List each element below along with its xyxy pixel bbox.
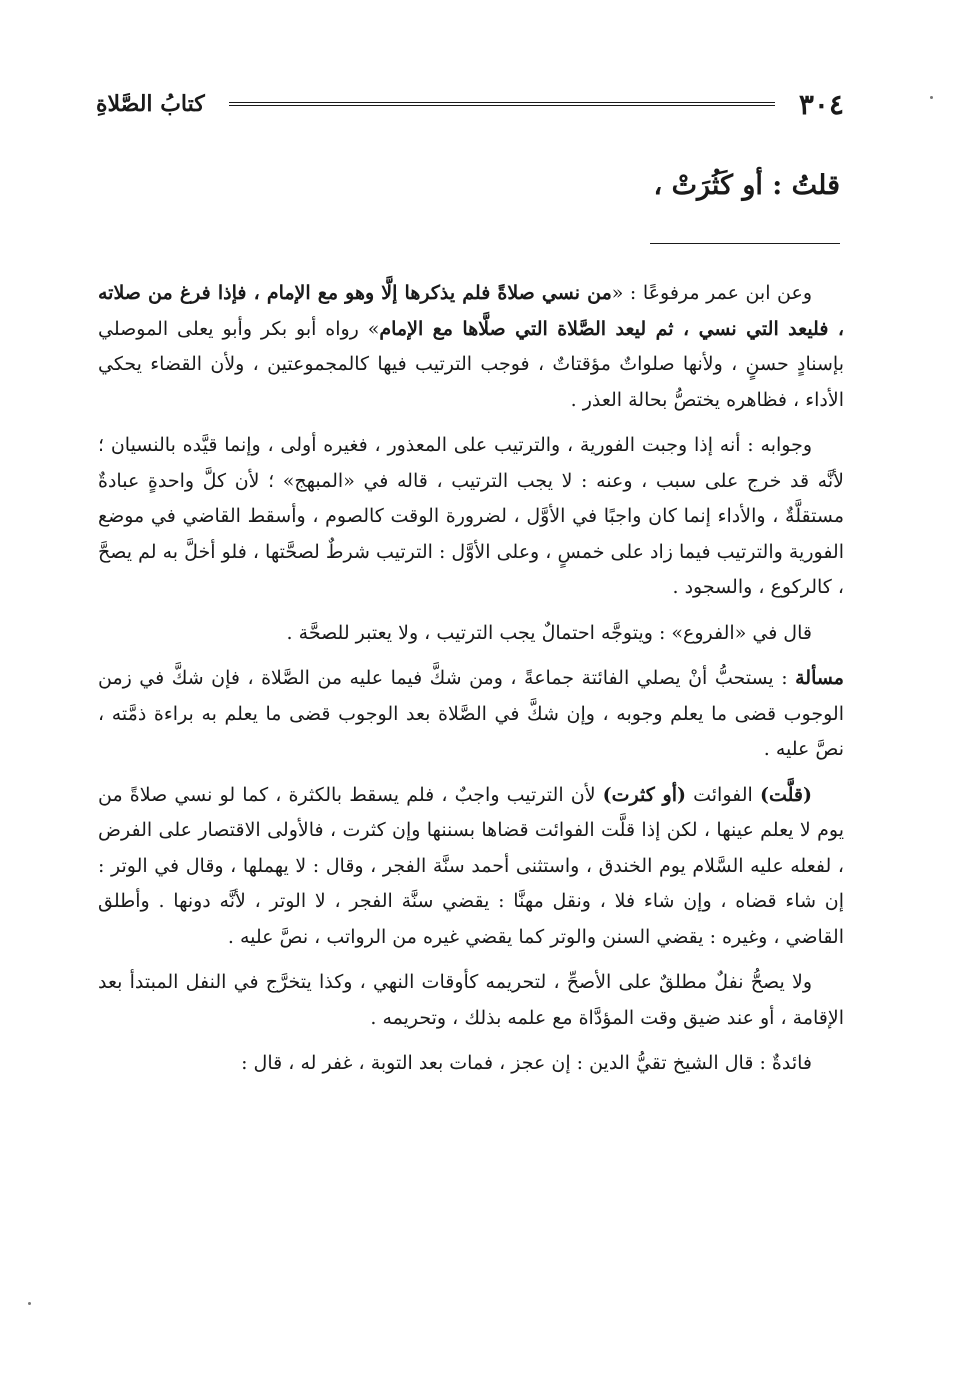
text-span: فائدةٌ : قال الشيخ تقيُّ الدين : إن عجز ، فمات بعد التوبة ، غفر له ، قال : [241, 1052, 812, 1074]
scan-speck [930, 96, 933, 99]
text-span: : يستحبُّ أنْ يصلي الفائتة جماعةً ، ومن شكَّ فيما عليه من الصَّلاة ، فإن شكَّ في زمن الوجوب قضى ما يعلم وجوبه ، وإن شكَّ في الصَّلاة بعد الوجوب قضى ما يعلم به براءة ذمَّته ، نصَّ عليه . [98, 667, 844, 760]
text-span: لأن الترتيب واجبٌ ، فلم يسقط بالكثرة ، كما لو نسي صلاةً من يوم لا يعلم عينها ، لكن إذا قلَّت الفوائت قضاها بسننها وإن كثرت ، فالأولى الاقتصار على الفرض ، لفعله عليه السَّلام يوم الخندق ، واستثنى أحمد سنَّة الفجر ، وقال : لا يهملها ، وقال في الوتر : إن شاء قضاه ، وإن شاء فلا ، ونقل مهنَّا : يقضي سنَّة الفجر ، لا الوتر ، لأنَّه دونها . وأطلق القاضي ، وغيره : يقضي السنن والوتر كما يقضي غيره من الرواتب ، نصَّ عليه . [98, 783, 844, 948]
scan-speck [28, 1302, 31, 1305]
page-number: ٣٠٤ [798, 87, 844, 121]
commentary-body [98, 276, 844, 1092]
bold-text-span: من نسي صلاةً فلم يذكرها إلَّا وهو مع الإمام ، فإذا فرغ من صلاته ، فليعد التي نسي ، ثم ليعد الصَّلاة التي صلَّاها مع الإمام [98, 282, 845, 340]
paragraph [98, 965, 844, 1036]
text-span: الفوائت [685, 783, 760, 806]
text-span: قال في «الفروع» : ويتوجَّه احتمالٌ يجب الترتيب ، ولا يعتبر للصحَّة . [286, 621, 812, 644]
page-header [96, 84, 844, 124]
text-span: وجوابه : أنه إذا وجبت الفورية ، والترتيب على المعذور ، فغيره أولى ، وإنما قيَّده بالنسيان ؛ لأنَّه قد خرج على سبب ، وعنه : لا يجب الترتيب ، قاله في «المبهج» ؛ لأن كلَّ واحدةٍ عبادةٌ مستقلَّةٌ ، والأداء إنما كان واجبًا في الأوَّل ، لضرورة الوقت كالصوم ، وأسقط القاضي في موضع الفورية والترتيب فيما زاد على خمسٍ ، وعلى الأوَّل : الترتيب شرطٌ لصحَّتها ، فلو أخلَّ به لم يصحَّ ، كالركوع ، والسجود . [98, 434, 844, 598]
bold-text-span: (قلَّت) [759, 783, 812, 806]
text-span: ولا يصحُّ نفلٌ مطلقٌ على الأصحِّ ، لتحريمه كأوقات النهي ، وكذا يتخرَّج في النفل المبتدأ بعد الإقامة ، أو عند ضيق وقت المؤدَّاة مع علمه بذلك ، وتحريمه . [98, 971, 844, 1029]
paragraph [98, 1046, 844, 1082]
matn-text: قلتُ : أو كَثُرَتْ ، [653, 170, 840, 201]
text-span: » رواه أبو بكر وأبو يعلى الموصلي بإسنادٍ حسنٍ ، ولأنها صلواتٌ مؤقتاتٌ ، فوجب الترتيب فيها كالمجموعتين ، ولأن القضاء يحكي الأداء ، فظاهره يختصُّ بحالة العذر . [98, 317, 844, 411]
bold-text-span: مسألة [795, 667, 844, 689]
paragraph [98, 616, 844, 652]
paragraph [98, 428, 844, 606]
matn-separator-rule [650, 243, 840, 244]
bold-text-span: (أو كثرت) [602, 783, 686, 806]
text-span: وعن ابن عمر مرفوعًا : « [611, 282, 812, 304]
paragraph [98, 661, 844, 768]
running-title: كتابُ الصَّلاةِ [96, 91, 205, 117]
paragraph [98, 276, 844, 418]
paragraph [98, 778, 844, 956]
header-rule [229, 102, 775, 106]
